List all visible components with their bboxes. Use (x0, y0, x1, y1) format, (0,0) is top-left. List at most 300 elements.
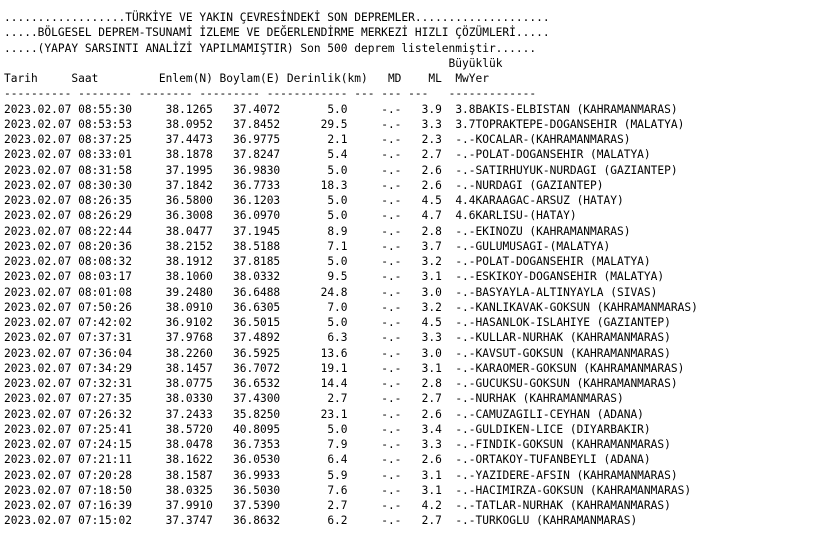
cell-md: -.- (347, 499, 402, 512)
column-header-ml: ML (401, 72, 442, 85)
cell-md: -.- (347, 453, 402, 467)
cell-mw: -.- (441, 453, 476, 467)
cell-lon: 38.5188 (212, 239, 281, 253)
cell-place: BASYAYLA-ALTINYAYLA (SIVAS) (475, 285, 658, 299)
earthquake-row (4, 254, 822, 269)
cell-md: -.- (347, 514, 402, 528)
cell-lon: 36.5030 (212, 483, 281, 497)
cell-depth: 14.4 (280, 377, 348, 390)
cell-place: GULDIKEN-LICE (DIYARBAKIR) (475, 422, 651, 436)
cell-ml: 2.6 (401, 178, 442, 192)
cell-mw: -.- (441, 224, 476, 238)
cell-place: SATIRHUYUK-NURDAGI (GAZIANTEP) (475, 163, 678, 177)
cell-lat: 38.0478 (145, 438, 213, 451)
cell-ml: 3.1 (401, 468, 442, 482)
cell-mw: -.- (441, 239, 476, 253)
cell-date: 2023.02.07 (4, 361, 79, 375)
cell-lat: 37.9768 (145, 331, 213, 345)
earthquake-rows (4, 102, 822, 529)
cell-mw: -.- (441, 377, 476, 390)
cell-md: -.- (347, 270, 402, 284)
cell-lat: 37.3747 (145, 514, 213, 528)
cell-date: 2023.02.07 (4, 377, 79, 390)
cell-md: -.- (347, 377, 402, 390)
column-header-row (4, 71, 822, 86)
cell-depth: 23.1 (280, 407, 348, 421)
cell-mw: -.- (441, 163, 476, 177)
cell-lon: 37.4300 (212, 392, 281, 406)
cell-date: 2023.02.07 (4, 209, 79, 223)
cell-depth: 29.5 (280, 117, 348, 131)
cell-depth: 7.9 (280, 438, 348, 451)
cell-md: -.- (347, 422, 402, 436)
cell-date: 2023.02.07 (4, 453, 79, 467)
cell-place: FINDIK-GOKSUN (KAHRAMANMARAS) (475, 438, 671, 451)
cell-date: 2023.02.07 (4, 133, 79, 146)
cell-lon: 36.5015 (212, 316, 281, 329)
cell-lat: 38.1622 (145, 453, 213, 467)
cell-lat: 38.0477 (145, 224, 213, 238)
earthquake-row (4, 163, 822, 178)
cell-md: -.- (347, 285, 402, 299)
cell-mw: -.- (441, 285, 476, 299)
cell-lat: 39.2480 (145, 285, 213, 299)
cell-place: POLAT-DOGANSEHIR (MALATYA) (475, 148, 651, 162)
separator-lat: -------- (138, 87, 200, 101)
cell-lat: 38.0952 (145, 117, 213, 131)
cell-ml: 3.0 (401, 346, 442, 360)
cell-md: -.- (347, 209, 402, 223)
cell-mw: -.- (441, 422, 476, 436)
cell-place: YAZIDERE-AFSIN (KAHRAMANMARAS) (475, 468, 678, 482)
separator-date: ---------- (4, 87, 79, 101)
cell-lat: 37.4473 (145, 133, 213, 146)
cell-md: -.- (347, 361, 402, 375)
cell-date: 2023.02.07 (4, 316, 79, 329)
cell-ml: 2.6 (401, 163, 442, 177)
cell-mw: 4.6 (441, 209, 476, 223)
cell-place: EKINOZU (KAHRAMANMARAS) (475, 224, 631, 238)
cell-lon: 36.6305 (212, 300, 281, 314)
cell-mw: -.- (441, 255, 476, 268)
cell-place: POLAT-DOGANSEHIR (MALATYA) (475, 255, 651, 268)
cell-date: 2023.02.07 (4, 483, 79, 497)
cell-date: 2023.02.07 (4, 163, 79, 177)
cell-place: BAKIS-ELBISTAN (KAHRAMANMARAS) (475, 102, 678, 116)
cell-lon: 36.0970 (212, 209, 281, 223)
cell-lat: 36.9102 (145, 316, 213, 329)
cell-mw: -.- (441, 133, 476, 146)
cell-date: 2023.02.07 (4, 468, 79, 482)
cell-time: 07:24:15 (78, 438, 146, 451)
cell-lat: 36.3008 (145, 209, 213, 223)
cell-lon: 36.0530 (212, 453, 281, 467)
separator-ml: --- (381, 87, 409, 101)
cell-mw: -.- (441, 270, 476, 284)
cell-place: KOCALAR-(KAHRAMANMARAS) (475, 133, 631, 146)
cell-place: GUCUKSU-GOKSUN (KAHRAMANMARAS) (475, 377, 678, 390)
cell-lon: 36.7733 (212, 178, 281, 192)
cell-time: 07:16:39 (78, 499, 146, 512)
cell-time: 07:32:31 (78, 377, 146, 390)
cell-lat: 38.2152 (145, 239, 213, 253)
cell-time: 08:55:30 (78, 102, 146, 116)
cell-place: HACIMIRZA-GOKSUN (KAHRAMANMARAS) (475, 483, 692, 497)
separator-lon: --------- (199, 87, 267, 101)
cell-lon: 38.0332 (212, 270, 281, 284)
cell-lon: 36.6488 (212, 285, 281, 299)
earthquake-row (4, 132, 822, 147)
separator-time: -------- (78, 87, 139, 101)
cell-lat: 38.0325 (145, 483, 213, 497)
cell-place: NURHAK (KAHRAMANMARAS) (475, 392, 624, 406)
cell-lat: 38.0330 (145, 392, 213, 406)
earthquake-row (4, 513, 822, 528)
cell-md: -.- (347, 102, 402, 116)
cell-time: 08:22:44 (78, 224, 146, 238)
cell-time: 08:31:58 (78, 163, 146, 177)
cell-md: -.- (347, 483, 402, 497)
cell-date: 2023.02.07 (4, 407, 79, 421)
cell-depth: 5.4 (280, 148, 348, 162)
cell-depth: 5.0 (280, 209, 348, 223)
cell-depth: 7.0 (280, 300, 348, 314)
cell-depth: 9.5 (280, 270, 348, 284)
cell-mw: 3.7 (441, 117, 476, 131)
cell-lat: 38.1265 (145, 102, 213, 116)
earthquake-row (4, 422, 822, 437)
cell-mw: -.- (441, 468, 476, 482)
cell-md: -.- (347, 224, 402, 238)
separator-mw: --- (408, 87, 449, 101)
cell-time: 08:26:29 (78, 209, 146, 223)
cell-md: -.- (347, 331, 402, 345)
cell-date: 2023.02.07 (4, 178, 79, 192)
earthquake-row (4, 468, 822, 483)
cell-time: 08:08:32 (78, 255, 146, 268)
earthquake-row (4, 117, 822, 132)
cell-time: 07:34:29 (78, 361, 146, 375)
cell-depth: 5.0 (280, 422, 348, 436)
cell-lon: 37.4892 (212, 331, 281, 345)
separator-md: --- (354, 87, 382, 101)
cell-ml: 4.5 (401, 194, 442, 207)
cell-place: TOPRAKTEPE-DOGANSEHIR (MALATYA) (475, 117, 685, 131)
cell-depth: 2.1 (280, 133, 348, 146)
cell-md: -.- (347, 148, 402, 162)
cell-time: 08:30:30 (78, 178, 146, 192)
cell-date: 2023.02.07 (4, 117, 79, 131)
cell-lat: 38.1457 (145, 361, 213, 375)
cell-depth: 8.9 (280, 224, 348, 238)
cell-date: 2023.02.07 (4, 224, 79, 238)
cell-ml: 3.3 (401, 331, 442, 345)
cell-md: -.- (347, 178, 402, 192)
cell-depth: 6.4 (280, 453, 348, 467)
cell-depth: 18.3 (280, 178, 348, 192)
cell-ml: 2.6 (401, 453, 442, 467)
cell-place: ESKIKOY-DOGANSEHIR (MALATYA) (475, 270, 665, 284)
cell-lat: 38.2260 (145, 346, 213, 360)
cell-lon: 37.1945 (212, 224, 281, 238)
cell-ml: 2.7 (401, 514, 442, 528)
earthquake-row (4, 483, 822, 498)
earthquake-row (4, 269, 822, 284)
column-header-lon: Boylam(E) (212, 72, 281, 85)
cell-time: 07:26:32 (78, 407, 146, 421)
cell-lon: 36.5925 (212, 346, 281, 360)
cell-ml: 3.2 (401, 300, 442, 314)
cell-place: TURKOGLU (KAHRAMANMARAS) (475, 514, 638, 528)
cell-time: 08:37:25 (78, 133, 146, 146)
cell-md: -.- (347, 316, 402, 329)
cell-mw: -.- (441, 316, 476, 329)
cell-time: 08:03:17 (78, 270, 146, 284)
cell-md: -.- (347, 163, 402, 177)
cell-date: 2023.02.07 (4, 270, 79, 284)
cell-time: 07:20:28 (78, 468, 146, 482)
header-subtitle-line: .....BÖLGESEL DEPREM-TSUNAMİ İZLEME VE DEĞERLENDİRME MERKEZİ HIZLI ÇÖZÜMLERİ..... (4, 26, 550, 40)
cell-md: -.- (347, 194, 402, 207)
cell-depth: 7.1 (280, 239, 348, 253)
cell-depth: 5.0 (280, 316, 348, 329)
cell-mw: -.- (441, 407, 476, 421)
cell-depth: 13.6 (280, 346, 348, 360)
cell-lon: 37.8452 (212, 117, 281, 131)
cell-ml: 2.8 (401, 377, 442, 390)
cell-date: 2023.02.07 (4, 102, 79, 116)
cell-date: 2023.02.07 (4, 514, 79, 528)
cell-mw: -.- (441, 361, 476, 375)
cell-md: -.- (347, 346, 402, 360)
cell-date: 2023.02.07 (4, 300, 79, 314)
cell-lon: 37.8185 (212, 255, 281, 268)
cell-md: -.- (347, 133, 402, 146)
cell-time: 08:33:01 (78, 148, 146, 162)
column-header-md: MD (367, 72, 402, 85)
cell-place: KARAAGAC-ARSUZ (HATAY) (475, 194, 624, 207)
cell-lon: 35.8250 (212, 407, 281, 421)
cell-time: 07:27:35 (78, 392, 146, 406)
earthquake-row (4, 224, 822, 239)
cell-ml: 2.3 (401, 133, 442, 146)
column-header-time: Saat (71, 72, 146, 85)
cell-ml: 2.7 (401, 392, 442, 406)
cell-ml: 3.9 (401, 102, 442, 116)
cell-mw: -.- (441, 178, 476, 192)
cell-time: 07:36:04 (78, 346, 146, 360)
cell-place: HASANLOK-ISLAHIYE (GAZIANTEP) (475, 316, 671, 329)
cell-md: -.- (347, 407, 402, 421)
cell-date: 2023.02.07 (4, 239, 79, 253)
cell-depth: 2.7 (280, 499, 348, 512)
cell-time: 08:01:08 (78, 285, 146, 299)
earthquake-row (4, 498, 822, 513)
cell-mw: 4.4 (441, 194, 476, 207)
earthquake-row (4, 361, 822, 376)
cell-place: ORTAKOY-TUFANBEYLI (ADANA) (475, 453, 651, 467)
cell-mw: -.- (441, 331, 476, 345)
cell-lon: 36.1203 (212, 194, 281, 207)
cell-mw: -.- (441, 499, 476, 512)
cell-place: NURDAGI (GAZIANTEP) (475, 178, 604, 192)
cell-lat: 38.1060 (145, 270, 213, 284)
cell-depth: 5.9 (280, 468, 348, 482)
cell-lon: 36.9933 (212, 468, 281, 482)
cell-mw: -.- (441, 483, 476, 497)
earthquake-row (4, 391, 822, 406)
cell-place: GULUMUSAGI-(MALATYA) (475, 239, 611, 253)
cell-time: 07:42:02 (78, 316, 146, 329)
cell-date: 2023.02.07 (4, 148, 79, 162)
cell-place: KARAOMER-GOKSUN (KAHRAMANMARAS) (475, 361, 685, 375)
cell-date: 2023.02.07 (4, 346, 79, 360)
cell-lon: 36.6532 (212, 377, 281, 390)
cell-lon: 36.7072 (212, 361, 281, 375)
earthquake-row (4, 376, 822, 391)
cell-lon: 40.8095 (212, 422, 281, 436)
earthquake-row (4, 178, 822, 193)
cell-md: -.- (347, 255, 402, 268)
earthquake-row (4, 315, 822, 330)
cell-depth: 2.7 (280, 392, 348, 406)
earthquake-row (4, 147, 822, 162)
cell-lat: 37.2433 (145, 407, 213, 421)
earthquake-row (4, 193, 822, 208)
cell-ml: 3.2 (401, 255, 442, 268)
cell-depth: 19.1 (280, 361, 348, 375)
magnitude-group-pad (4, 57, 449, 70)
separator-place: ------------- (448, 87, 537, 101)
cell-ml: 3.1 (401, 270, 442, 284)
cell-lat: 37.9910 (145, 499, 213, 512)
earthquake-row (4, 407, 822, 422)
cell-date: 2023.02.07 (4, 392, 79, 406)
cell-depth: 6.3 (280, 331, 348, 345)
cell-ml: 3.3 (401, 438, 442, 451)
cell-lat: 38.1878 (145, 148, 213, 162)
cell-ml: 2.6 (401, 407, 442, 421)
cell-depth: 6.2 (280, 514, 348, 528)
cell-date: 2023.02.07 (4, 331, 79, 345)
cell-mw: -.- (441, 392, 476, 406)
cell-lat: 38.0910 (145, 300, 213, 314)
cell-date: 2023.02.07 (4, 422, 79, 436)
earthquake-row (4, 208, 822, 223)
earthquake-row (4, 452, 822, 467)
cell-place: KANLIKAVAK-GOKSUN (KAHRAMANMARAS) (475, 300, 698, 314)
cell-place: KULLAR-NURHAK (KAHRAMANMARAS) (475, 331, 671, 345)
cell-place: KARLISU-(HATAY) (475, 209, 577, 223)
cell-date: 2023.02.07 (4, 438, 79, 451)
cell-ml: 3.1 (401, 361, 442, 375)
earthquake-row (4, 102, 822, 117)
cell-depth: 24.8 (280, 285, 348, 299)
cell-lon: 36.7353 (212, 438, 281, 451)
cell-lon: 36.8632 (212, 514, 281, 528)
cell-mw: -.- (441, 148, 476, 162)
cell-mw: -.- (441, 346, 476, 360)
earthquake-row (4, 330, 822, 345)
cell-time: 08:20:36 (78, 239, 146, 253)
column-header-mw: Mw (441, 72, 469, 85)
cell-mw: -.- (441, 300, 476, 314)
cell-time: 07:25:41 (78, 422, 146, 436)
earthquake-row (4, 346, 822, 361)
cell-mw: 3.8 (441, 102, 476, 116)
cell-depth: 5.0 (280, 255, 348, 268)
cell-md: -.- (347, 468, 402, 482)
magnitude-group-label: Büyüklük (448, 56, 503, 70)
cell-mw: -.- (441, 438, 476, 451)
cell-time: 07:50:26 (78, 300, 146, 314)
earthquake-listing (4, 10, 822, 529)
cell-ml: 3.4 (401, 422, 442, 436)
cell-time: 08:53:53 (78, 117, 146, 131)
cell-place: KAVSUT-GOKSUN (KAHRAMANMARAS) (475, 346, 671, 360)
column-header-depth: Derinlik(km) (280, 72, 368, 85)
magnitude-group-header (4, 56, 822, 71)
cell-time: 08:26:35 (78, 194, 146, 207)
cell-date: 2023.02.07 (4, 285, 79, 299)
cell-ml: 2.8 (401, 224, 442, 238)
cell-mw: -.- (441, 514, 476, 528)
cell-date: 2023.02.07 (4, 194, 79, 207)
cell-ml: 4.5 (401, 316, 442, 329)
cell-place: CAMUZAGILI-CEYHAN (ADANA) (475, 407, 644, 421)
cell-depth: 5.0 (280, 163, 348, 177)
cell-date: 2023.02.07 (4, 255, 79, 268)
cell-ml: 4.7 (401, 209, 442, 223)
column-separator-row (4, 86, 822, 101)
cell-depth: 7.6 (280, 483, 348, 497)
cell-ml: 2.7 (401, 148, 442, 162)
cell-time: 07:37:31 (78, 331, 146, 345)
header-note-line: .....(YAPAY SARSINTI ANALİZİ YAPILMAMIŞTIR) Son 500 deprem listelenmiştir...... (4, 41, 537, 55)
cell-lon: 37.8247 (212, 148, 281, 162)
separator-depth: ------------ (266, 87, 355, 101)
column-header-lat: Enlem(N) (145, 72, 213, 85)
earthquake-row (4, 239, 822, 254)
cell-ml: 3.7 (401, 239, 442, 253)
column-header-place: Yer (468, 72, 490, 85)
cell-time: 07:21:11 (78, 453, 146, 467)
cell-time: 07:15:02 (78, 514, 146, 528)
cell-ml: 4.2 (401, 499, 442, 512)
cell-ml: 3.1 (401, 483, 442, 497)
cell-depth: 5.0 (280, 194, 348, 207)
cell-time: 07:18:50 (78, 483, 146, 497)
earthquake-row (4, 285, 822, 300)
cell-lon: 37.5390 (212, 499, 281, 512)
cell-ml: 3.0 (401, 285, 442, 299)
cell-depth: 5.0 (280, 102, 348, 116)
cell-ml: 3.3 (401, 117, 442, 131)
cell-lon: 36.9830 (212, 163, 281, 177)
cell-md: -.- (347, 392, 402, 406)
cell-md: -.- (347, 300, 402, 314)
header-title-line: ..................TÜRKİYE VE YAKIN ÇEVRESİNDEKİ SON DEPREMLER.................... (4, 11, 550, 24)
cell-lat: 38.0775 (145, 377, 213, 390)
cell-lon: 36.9775 (212, 133, 281, 146)
cell-md: -.- (347, 239, 402, 253)
cell-lat: 38.1587 (145, 468, 213, 482)
cell-lat: 37.1842 (145, 178, 213, 192)
earthquake-row (4, 300, 822, 315)
cell-lat: 38.5720 (145, 422, 213, 436)
earthquake-row (4, 437, 822, 452)
cell-lat: 36.5800 (145, 194, 213, 207)
